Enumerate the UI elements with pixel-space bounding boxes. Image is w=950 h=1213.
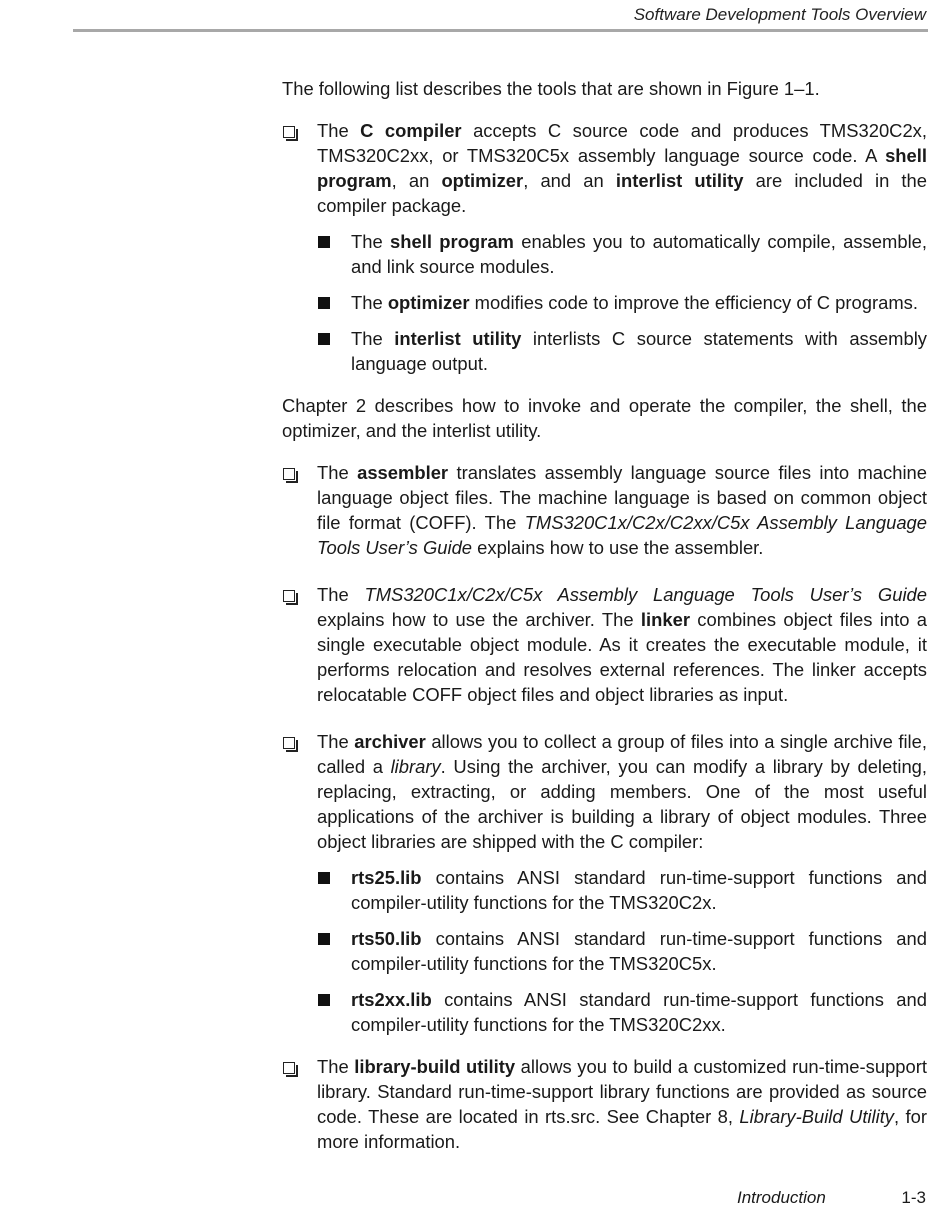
sublist-item: The shell program enables you to automatically compile, assemble, and link source modules.	[317, 229, 927, 279]
checkbox-bullet-icon	[283, 590, 295, 602]
checkbox-bullet-icon	[283, 468, 295, 480]
page-number: 1-3	[901, 1188, 926, 1207]
sublist-item: The optimizer modifies code to improve the efficiency of C programs.	[317, 290, 927, 315]
sublist-item: The interlist utility interlists C source statements with assembly language output.	[317, 326, 927, 376]
sublist-item: rts2xx.lib contains ANSI standard run-time-support functions and compiler-utility functions for the TMS320C2xx.	[317, 987, 927, 1037]
checkbox-bullet-icon	[283, 126, 295, 138]
checkbox-bullet-icon	[283, 1062, 295, 1074]
list-item-assembler: The assembler translates assembly language source files into machine language object files. The machine language is based on common object file format (COFF). The TMS320C1x/C2x/C2xx/C5x Assembly Language Tools User’s Guide explains how to use the assembler.	[282, 460, 927, 560]
page-body	[282, 76, 927, 1171]
list-item-archiver: The archiver allows you to collect a group of files into a single archive file, called a library. Using the archiver, you can modify a library by deleting, replacing, extracting, or adding members. One of the most useful applications of the archiver is building a library of object modules. Three object libraries are shipped with the C compiler: rts25.lib contains ANSI standard run-time-support functions and compiler-utility functions for the TMS320C2x. rts50.lib contains ANSI standard run-time-support functions and compiler-utility functions for the TMS320C5x. rts2xx.lib contains ANSI standard run-time-support functions and compiler-utility functions for the TMS320C2xx.	[282, 729, 927, 1037]
square-bullet-icon	[318, 297, 330, 309]
chapter-note-paragraph: Chapter 2 describes how to invoke and operate the compiler, the shell, the optimizer, and the interlist utility.	[282, 395, 927, 441]
header-rule	[73, 29, 928, 32]
square-bullet-icon	[318, 994, 330, 1006]
intro-paragraph: The following list describes the tools that are shown in Figure 1–1.	[282, 78, 820, 99]
square-bullet-icon	[318, 872, 330, 884]
library-sublist	[317, 865, 927, 1037]
running-header: Software Development Tools Overview	[633, 5, 926, 24]
square-bullet-icon	[318, 333, 330, 345]
list-item-linker: The TMS320C1x/C2x/C5x Assembly Language Tools User’s Guide explains how to use the archiver. The linker combines object files into a single executable object module. As it creates the executable module, it performs relocation and resolves external references. The linker accepts relocatable COFF object files and object libraries as input.	[282, 582, 927, 707]
list-item-compiler	[282, 118, 927, 376]
sublist-item: rts50.lib contains ANSI standard run-time-support functions and compiler-utility functions for the TMS320C5x.	[317, 926, 927, 976]
compiler-text: The C compiler accepts C source code and produces TMS320C2x, TMS320C2xx, or TMS320C5x assembly language source code. A shell program, an optimizer, and an interlist utility are included in the compiler package.	[317, 120, 928, 216]
checkbox-bullet-icon	[283, 737, 295, 749]
sublist-item: rts25.lib contains ANSI standard run-time-support functions and compiler-utility functions for the TMS320C2x.	[317, 865, 927, 915]
list-item-library-build: The library-build utility allows you to build a customized run-time-support library. Standard run-time-support library functions are provided as source code. These are located in rts.src. See Chapter 8, Library-Build Utility, for more information.	[282, 1054, 927, 1154]
compiler-sublist	[317, 229, 927, 376]
square-bullet-icon	[318, 933, 330, 945]
square-bullet-icon	[318, 236, 330, 248]
footer-section-title: Introduction	[737, 1188, 826, 1207]
